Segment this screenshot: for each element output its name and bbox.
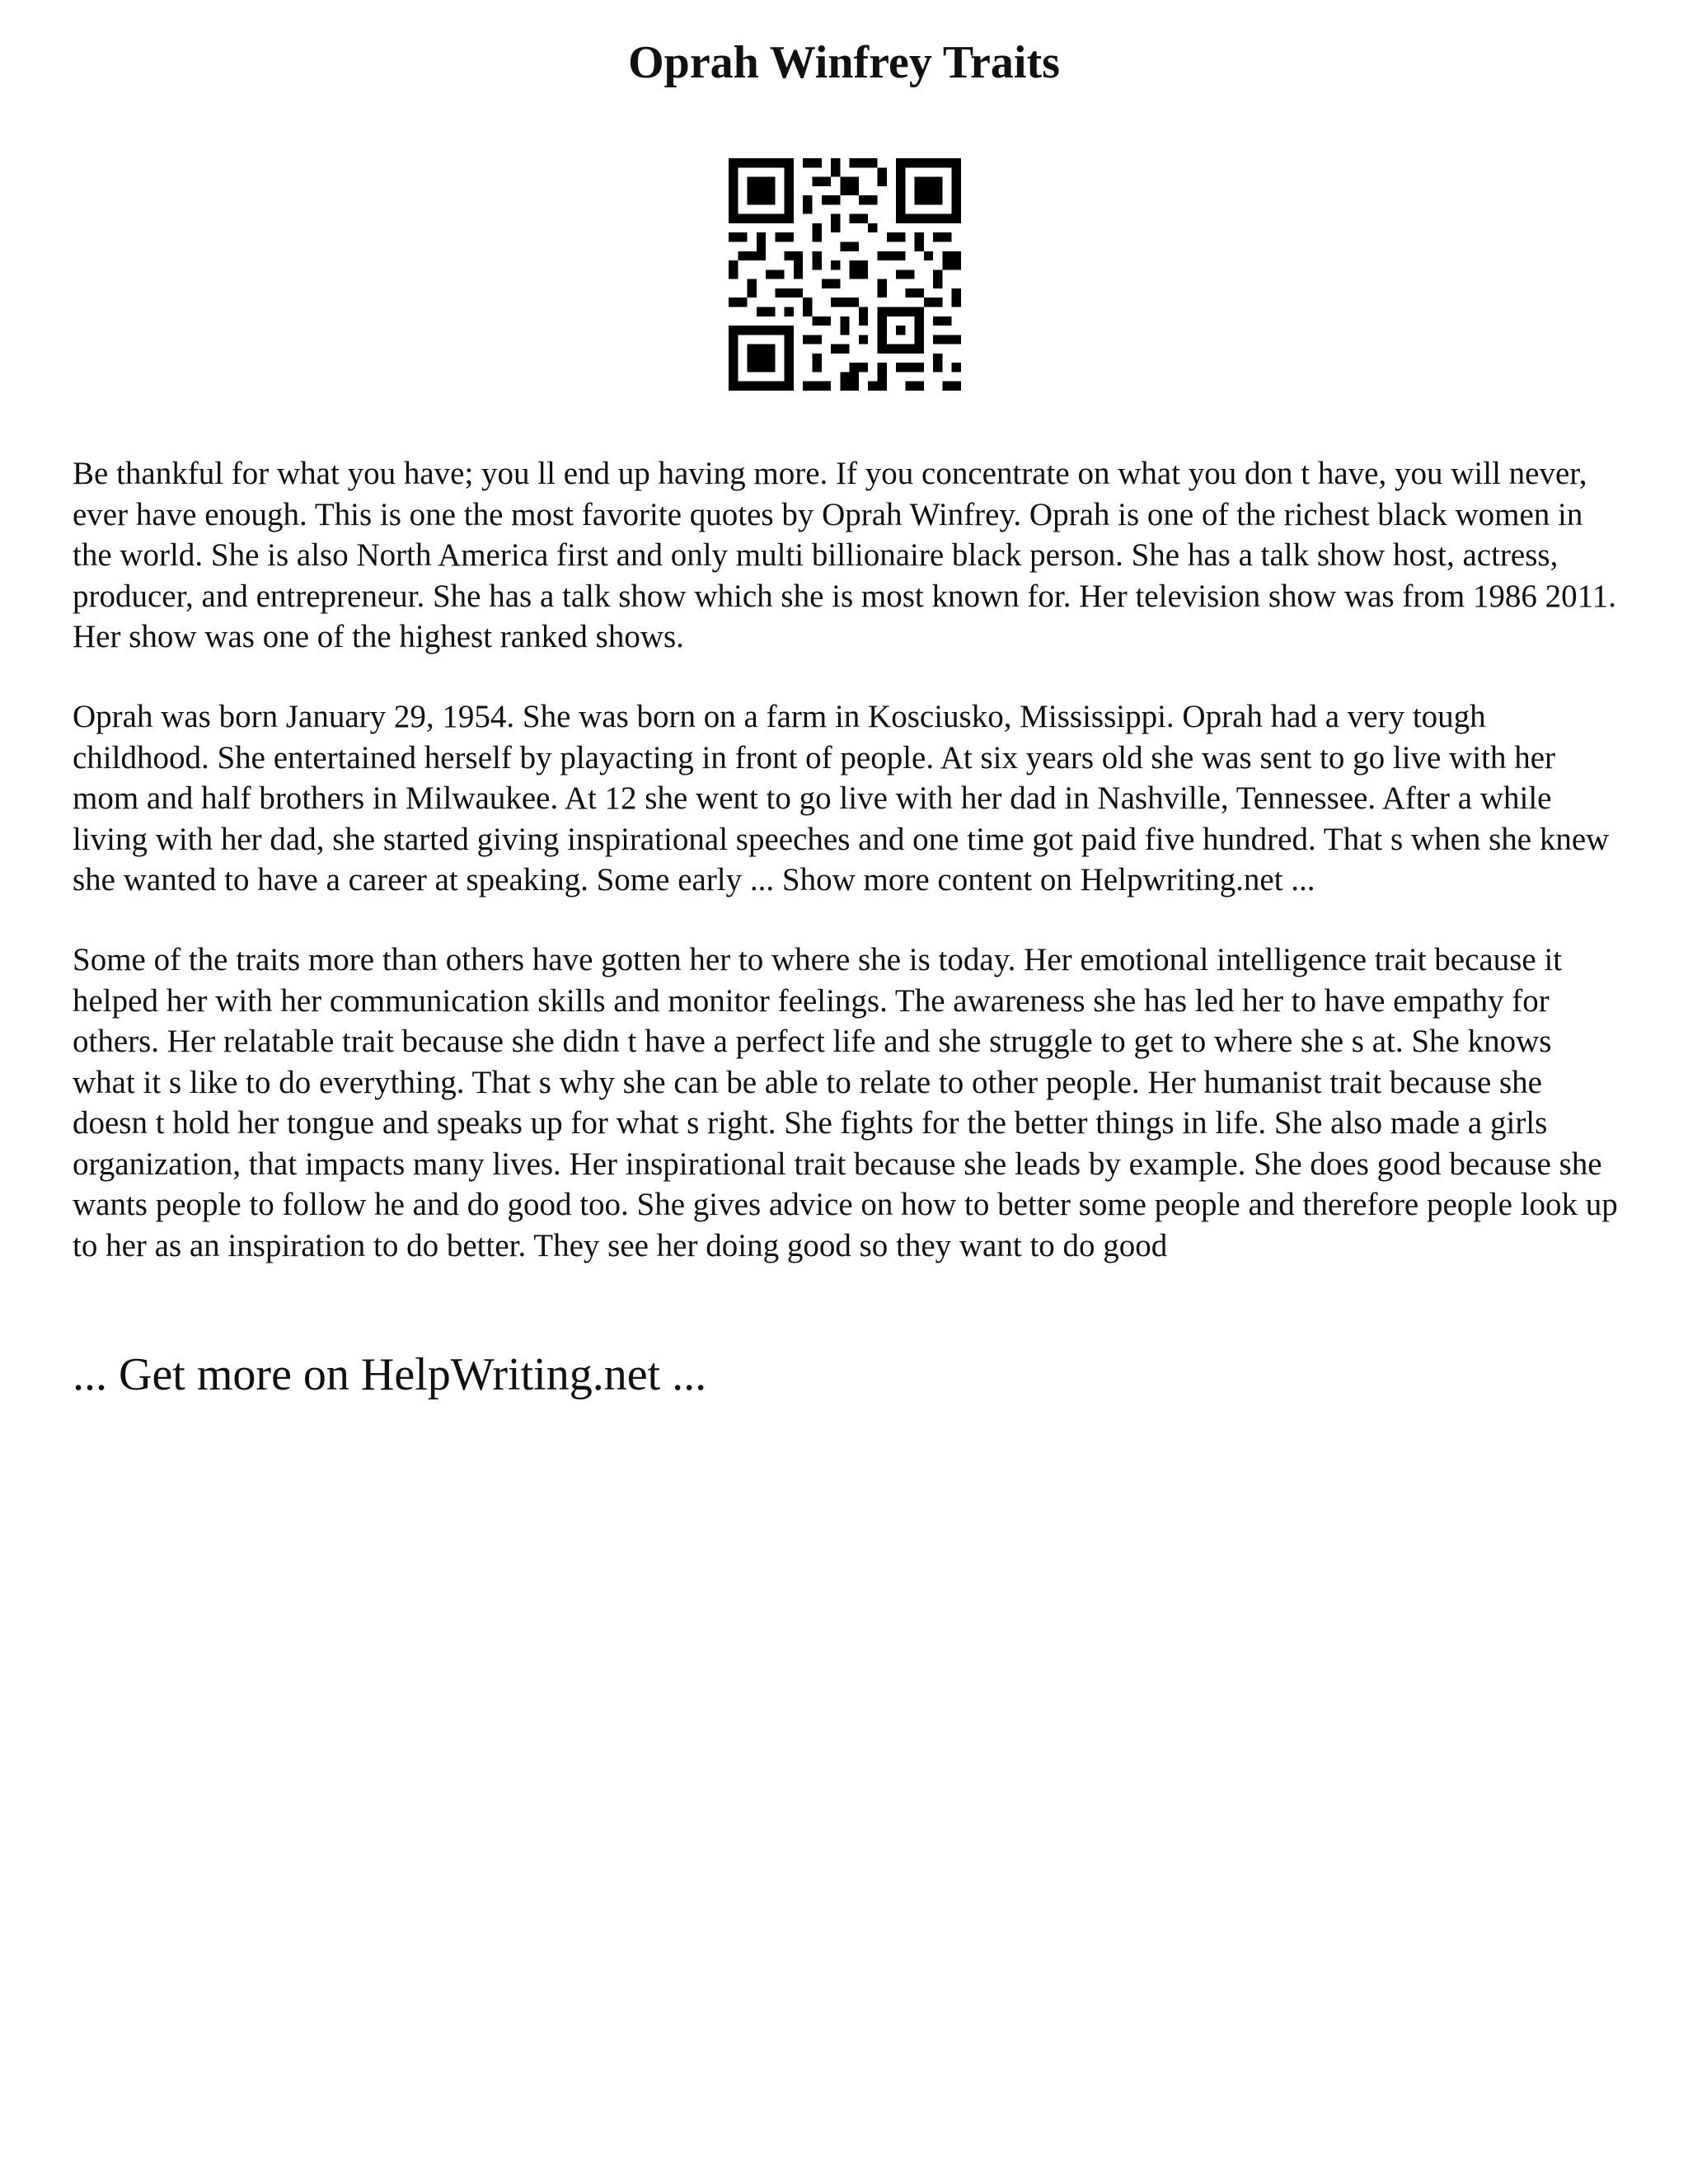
document-title: Oprah Winfrey Traits	[628, 37, 1060, 88]
paragraph-traits: Some of the traits more than others have gotten her to where she is today. Her emotional intelligence trait because it helped her with her communication skills and monitor feelings. The awareness she has led her to have empathy for others. Her relatable trait because she didn t have a perfect life and she struggle to get to where she s at. She knows what it s like to do everything. That s why she can be able to relate to other people. Her humanist trait because she doesn t hold her tongue and speaks up for what s right. She fights for the better things in life. She also made a girls organization, that impacts many lives. Her inspirational trait because she leads by example. She does good because she wants people to follow he and do good too. She gives advice on how to better some people and therefore people look up to her as an inspiration to do better. They see her doing good so they want to do good	[73, 942, 1618, 1263]
qr-code-image	[729, 158, 961, 391]
paragraph-early-life: Oprah was born January 29, 1954. She was born on a farm in Kosciusko, Mississippi. Oprah had a very tough childhood. She entertained herself by playacting in front of people. At six years old she was sent to go live with her mom and half brothers in Milwaukee. At 12 she went to go live with her dad in Nashville, Tennessee. After a while living with her dad, she started giving inspirational speeches and one time got paid five hundred. That s when she knew she wanted to have a career at speaking. Some early ... Show more content on Helpwriting.net ...	[73, 699, 1610, 898]
paragraph-intro: Be thankful for what you have; you ll end up having more. If you concentrate on what you don t have, you will never, ever have enough. This is one the most favorite quotes by Oprah Winfrey. Oprah is one of the richest black women in the world. She is also North America first and only multi billionaire black person. She has a talk show host, actress, producer, and entrepreneur. She has a talk show which she is most known for. Her television show was from 1986 2011. Her show was one of the highest ranked shows.	[73, 456, 1616, 654]
get-more-link[interactable]: ... Get more on HelpWriting.net ...	[73, 1349, 707, 1400]
